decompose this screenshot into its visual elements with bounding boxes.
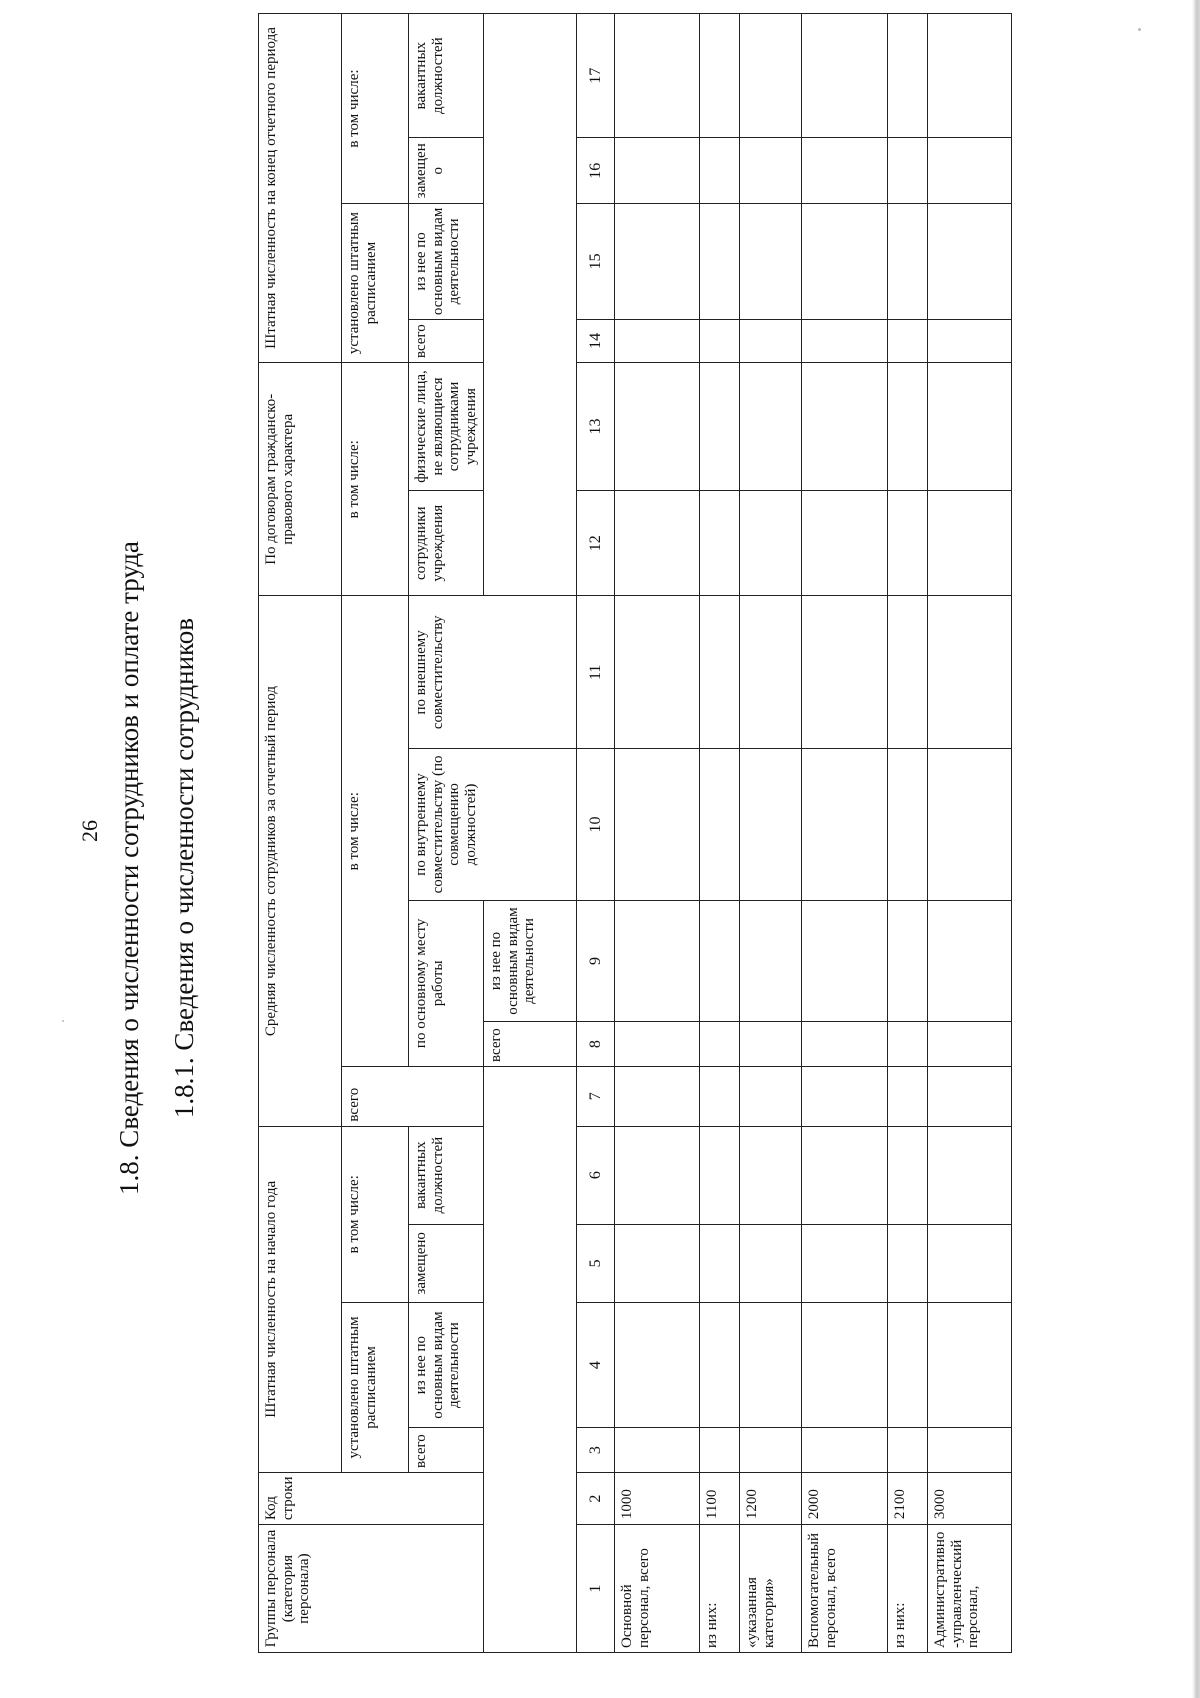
col-num: 17	[577, 14, 615, 138]
header-filled: замещено	[409, 1224, 484, 1302]
row-label: из них:	[700, 1525, 740, 1653]
subsection-title: 1.8.1. Сведения о численности сотрудников	[169, 617, 199, 1119]
col-num: 3	[577, 1428, 615, 1473]
header-vacant: вакантных должностей	[409, 14, 484, 138]
header-blank	[484, 1067, 577, 1653]
header-incl: в том числе:	[342, 14, 409, 204]
table-row	[888, 14, 928, 1653]
header-total: всего	[484, 1022, 577, 1067]
header-group: Группы персонала (категория персонала)	[259, 1525, 484, 1653]
header-incl: в том числе:	[342, 1126, 409, 1302]
col-num: 9	[577, 900, 615, 1022]
header-from-main: из нее по основным видам деятельности	[484, 900, 577, 1022]
row-label: Основной персонал, всего	[615, 1525, 700, 1653]
header-incl: в том числе:	[342, 596, 409, 1067]
header-row-2	[342, 14, 409, 1653]
header-total: всего	[409, 1428, 484, 1473]
row-code: 2100	[888, 1472, 928, 1524]
header-external: по внешнему совместительству	[409, 596, 577, 749]
header-physical: физические лица, не являющиеся сотрудниками учреждения	[409, 363, 484, 491]
row-label: Административно-управленческий персонал,	[928, 1525, 1012, 1653]
header-from-main: из нее по основным видам деятельности	[409, 204, 484, 319]
header-total: всего	[409, 319, 484, 362]
row-code: 1000	[615, 1472, 700, 1524]
header-from-main: из нее по основным видам деятельности	[409, 1302, 484, 1427]
header-filled: замещено	[409, 138, 484, 204]
col-num: 2	[577, 1472, 615, 1524]
header-established: установлено штатным расписанием	[342, 1302, 409, 1472]
staff-table	[258, 13, 1012, 1653]
header-code: Код строки	[259, 1472, 484, 1524]
col-num: 8	[577, 1022, 615, 1067]
column-number-row	[577, 14, 615, 1653]
row-label: из них:	[888, 1525, 928, 1653]
table-row	[802, 14, 888, 1653]
table-row	[615, 14, 700, 1653]
header-avg: Средняя численность сотрудников за отчетный период	[259, 596, 342, 1126]
header-employees: сотрудники учреждения	[409, 490, 484, 596]
row-code: 1200	[740, 1472, 802, 1524]
row-label: Вспомогательный персонал, всего	[802, 1525, 888, 1653]
col-num: 5	[577, 1224, 615, 1302]
header-main-place: по основному месту работы	[409, 900, 484, 1066]
col-num: 12	[577, 490, 615, 596]
col-num: 7	[577, 1067, 615, 1127]
col-num: 15	[577, 204, 615, 319]
table-row	[740, 14, 802, 1653]
col-num: 16	[577, 138, 615, 204]
header-row-1	[259, 14, 342, 1653]
col-num: 4	[577, 1302, 615, 1427]
table-row	[928, 14, 1012, 1653]
header-total: всего	[342, 1067, 484, 1127]
row-code: 3000	[928, 1472, 1012, 1524]
header-incl: в том числе:	[342, 363, 409, 596]
section-title: 1.8. Сведения о численности сотрудников и оплате труда	[114, 541, 144, 1195]
header-civil: По договорам гражданско-правового характера	[259, 363, 342, 596]
page-number: 26	[77, 820, 102, 842]
col-num: 10	[577, 749, 615, 900]
col-num: 14	[577, 319, 615, 362]
header-blank	[484, 14, 577, 596]
header-staff-begin: Штатная численность на начало года	[259, 1126, 342, 1472]
table-row	[700, 14, 740, 1653]
row-code: 2000	[802, 1472, 888, 1524]
row-code: 1100	[700, 1472, 740, 1524]
col-num: 11	[577, 596, 615, 749]
header-established: установлено штатным расписанием	[342, 204, 409, 363]
header-internal: по внутреннему совместительству (по совмещению должностей)	[409, 749, 577, 900]
col-num: 1	[577, 1525, 615, 1653]
col-num: 6	[577, 1126, 615, 1224]
header-staff-end: Штатная численность на конец отчетного периода	[259, 14, 342, 363]
col-num: 13	[577, 363, 615, 491]
row-label: «указанная категория»	[740, 1525, 802, 1653]
header-vacant: вакантных должностей	[409, 1126, 484, 1224]
